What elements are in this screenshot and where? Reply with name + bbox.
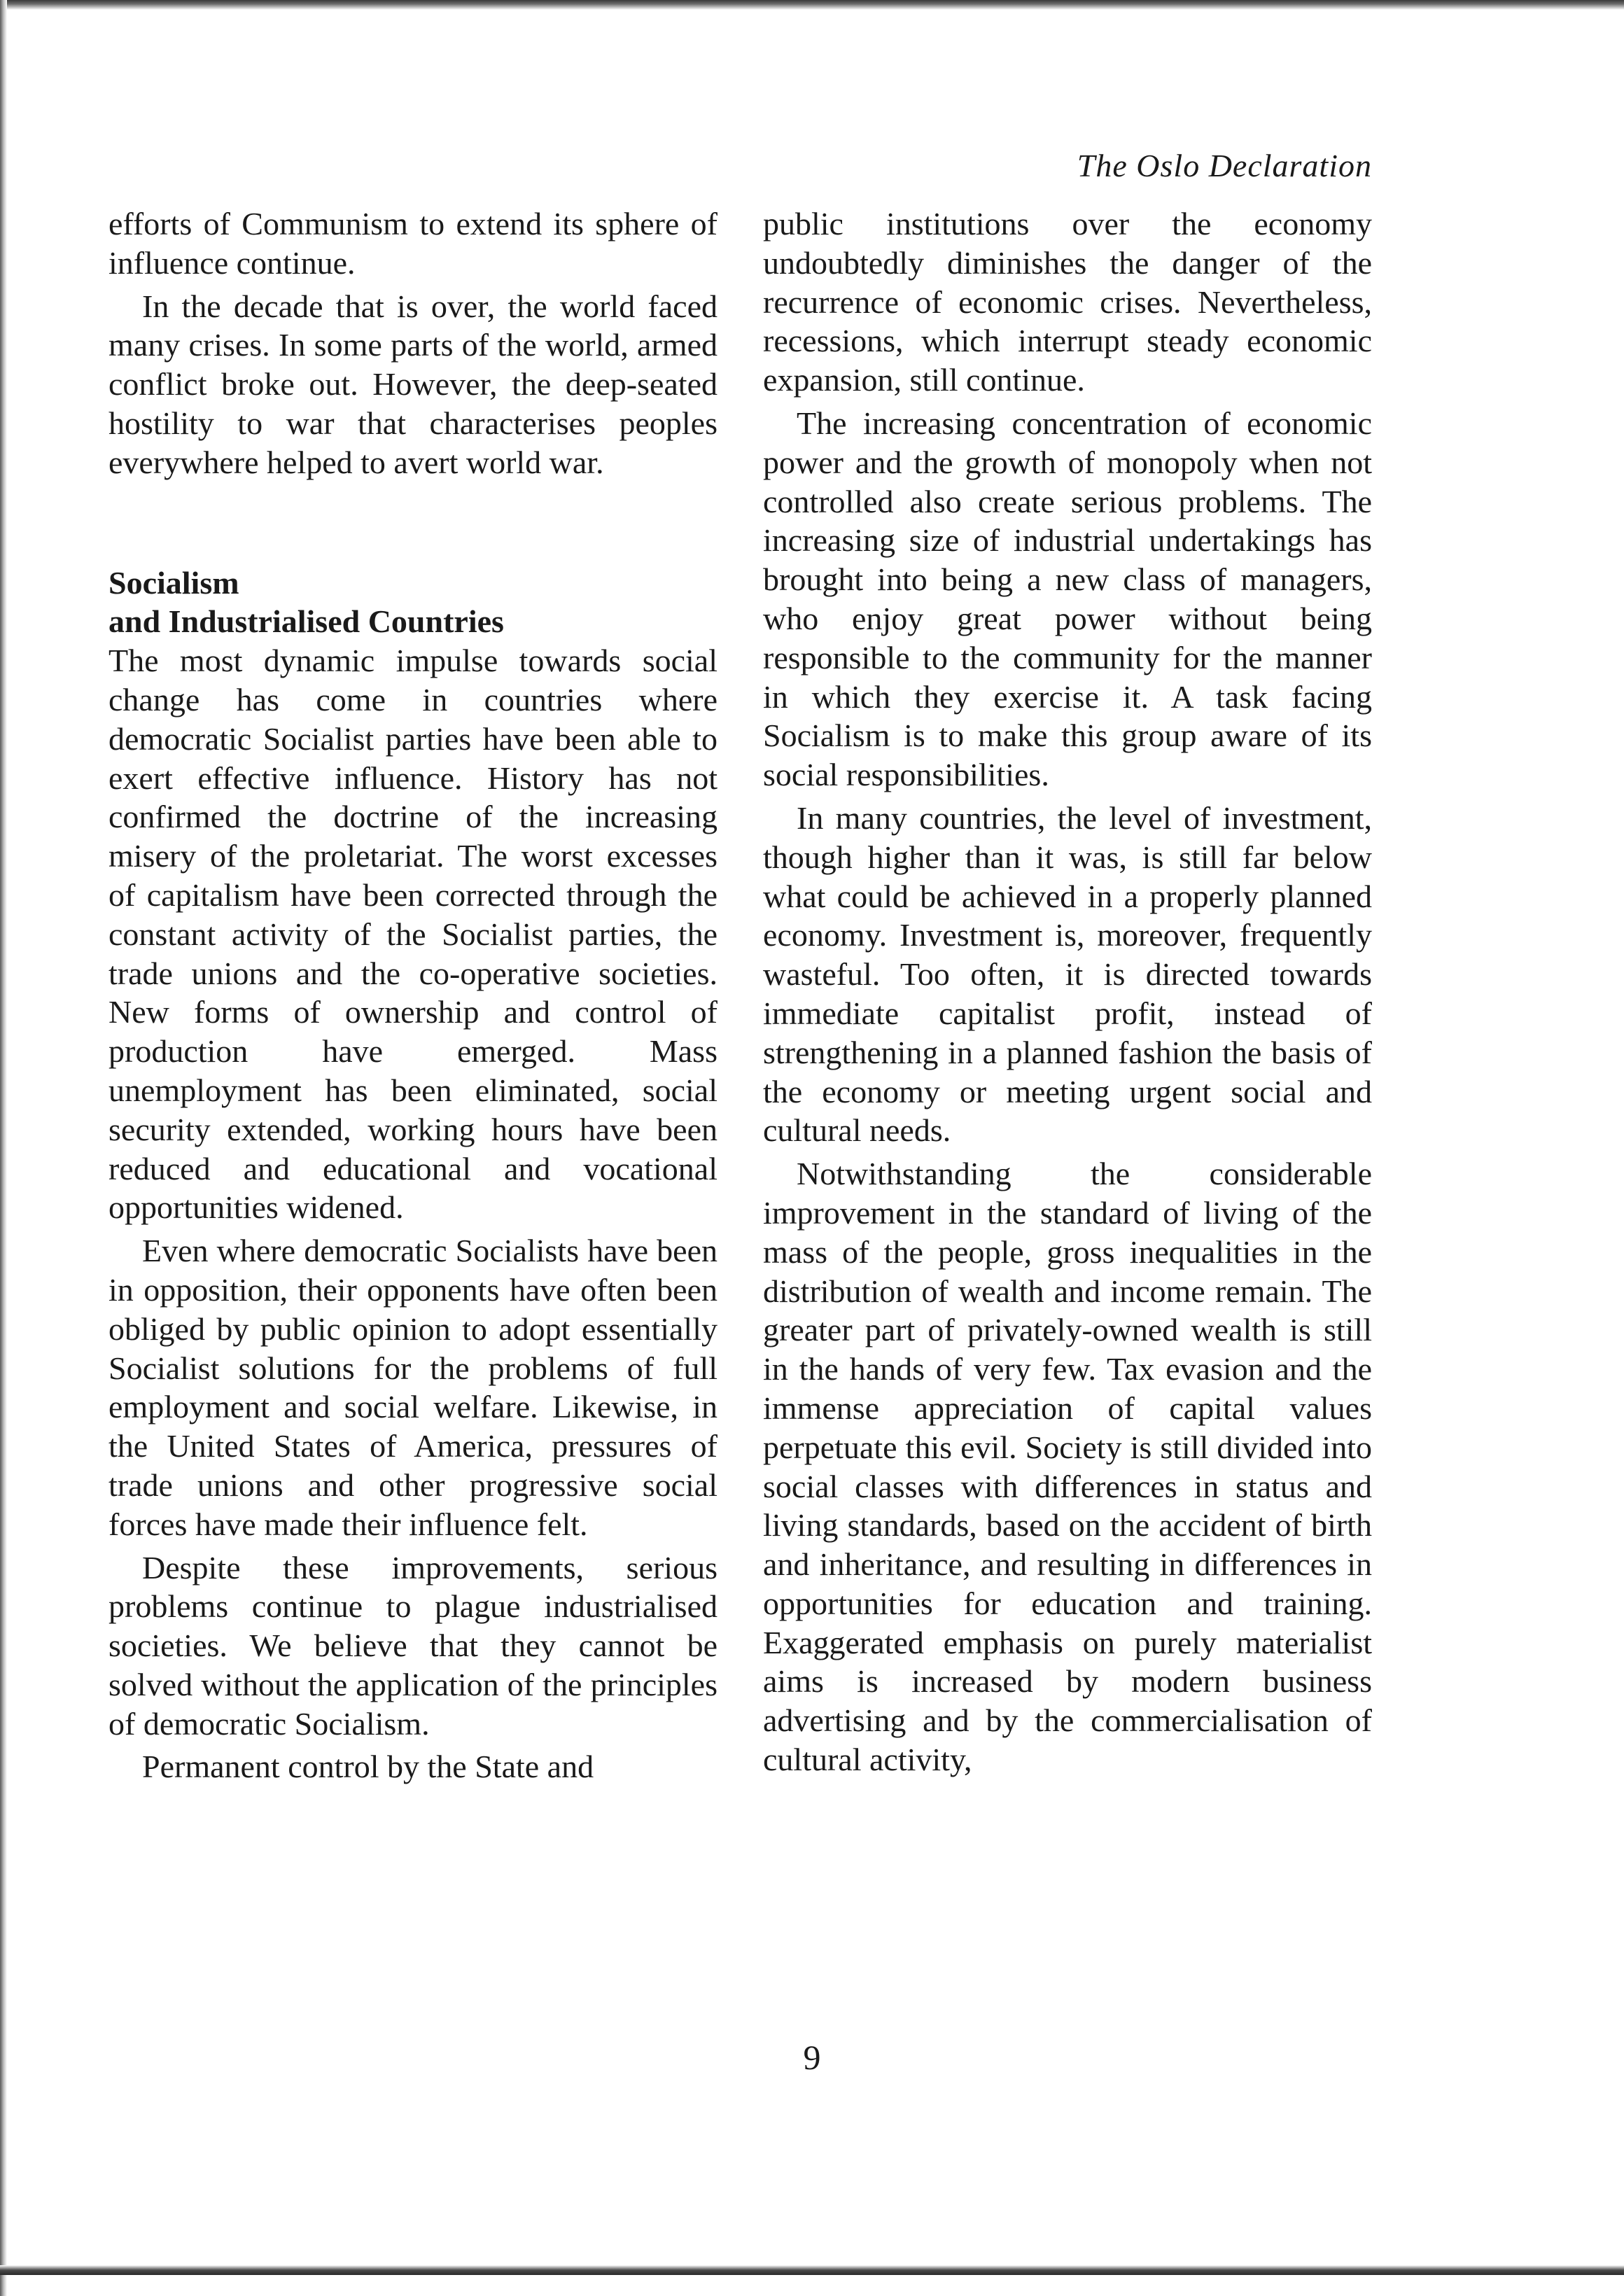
paragraph: In many countries, the level of investment, though higher than it was, is still far below what could be achieved in a properly planned economy. Investment is, moreover, frequently wasteful. Too often, it is directed towards immediate capitalist profit, instead of strengthening in a planned fashion the basis of the economy or meeting urgent social and cultural needs. xyxy=(763,799,1372,1149)
running-title: The Oslo Declaration xyxy=(1077,148,1372,183)
paragraph: In the decade that is over, the world faced many crises. In some parts of the world, armed conflict broke out. However, the deep-seated hostility to war that characterises peoples everywhere helped to avert world war. xyxy=(108,288,718,480)
page-edge-left xyxy=(0,0,7,2296)
left-column xyxy=(108,204,718,1791)
paragraph: The most dynamic impulse towards social change has come in countries where democratic Socialist parties have been able to exert effective influence. History has not confirmed the doctrine of the increasing misery of the proletariat. The worst excesses of capitalism have been corrected through the constant activity of the Socialist parties, the trade unions and the co-operative societies. New forms of ownership and control of production have emerged. Mass unemployment has been eliminated, social security extended, working hours have been reduced and educational and vocational opportunities widened. xyxy=(108,643,718,1226)
section-heading-line-1: Socialism xyxy=(108,564,239,601)
paragraph: Even where democratic Socialists have been in opposition, their opponents have often been obliged by public opinion to adopt essentially Socialist solutions for the problems of full employment and social welfare. Likewise, in the United States of America, pressures of trade unions and other progressive social forces have made their influence felt. xyxy=(108,1233,718,1542)
section-spacer xyxy=(108,486,718,564)
paragraph: efforts of Communism to extend its sphere of influence continue. xyxy=(108,206,718,281)
page-number: 9 xyxy=(803,2038,821,2077)
paragraph: Notwithstanding the considerable improvement in the standard of living of the mass of the people, gross inequalities in the distribution of wealth and income remain. The greater part of privately-owned wealth is still in the hands of very few. Tax evasion and the immense appreciation of capital values perpetuate this evil. Society is still divided into social classes with differences in status and living standards, based on the accident of birth and inheritance, and resulting in differences in opportunities for education and training. Exaggerated emphasis on purely materialist aims is increased by modern business advertising and by the commercialisation of cultural activity, xyxy=(763,1156,1372,1778)
page-edge-bottom xyxy=(0,2265,1624,2275)
page-edge-top xyxy=(0,0,1624,10)
right-column xyxy=(763,204,1372,1784)
paragraph: public institutions over the economy undoubtedly diminishes the danger of the recurrence of economic crises. Nevertheless, recessions, which interrupt steady economic expansion, still continue. xyxy=(763,206,1372,398)
paragraph: Despite these improvements, serious problems continue to plague industrialised societies. We believe that they cannot be solved without the application of the principles of democratic Socialism. xyxy=(108,1549,718,1742)
section-heading-line-2: and Industrialised Countries xyxy=(108,603,504,640)
paragraph: Permanent control by the State and xyxy=(142,1749,594,1785)
paragraph: The increasing concentration of economic power and the growth of monopoly when not controlled also create serious problems. The increasing size of industrial undertakings has brought into being a new class of managers, who enjoy great power without being responsible to the community for the manner in which they exercise it. A task facing Socialism is to make this group aware of its social responsibilities. xyxy=(763,405,1372,793)
